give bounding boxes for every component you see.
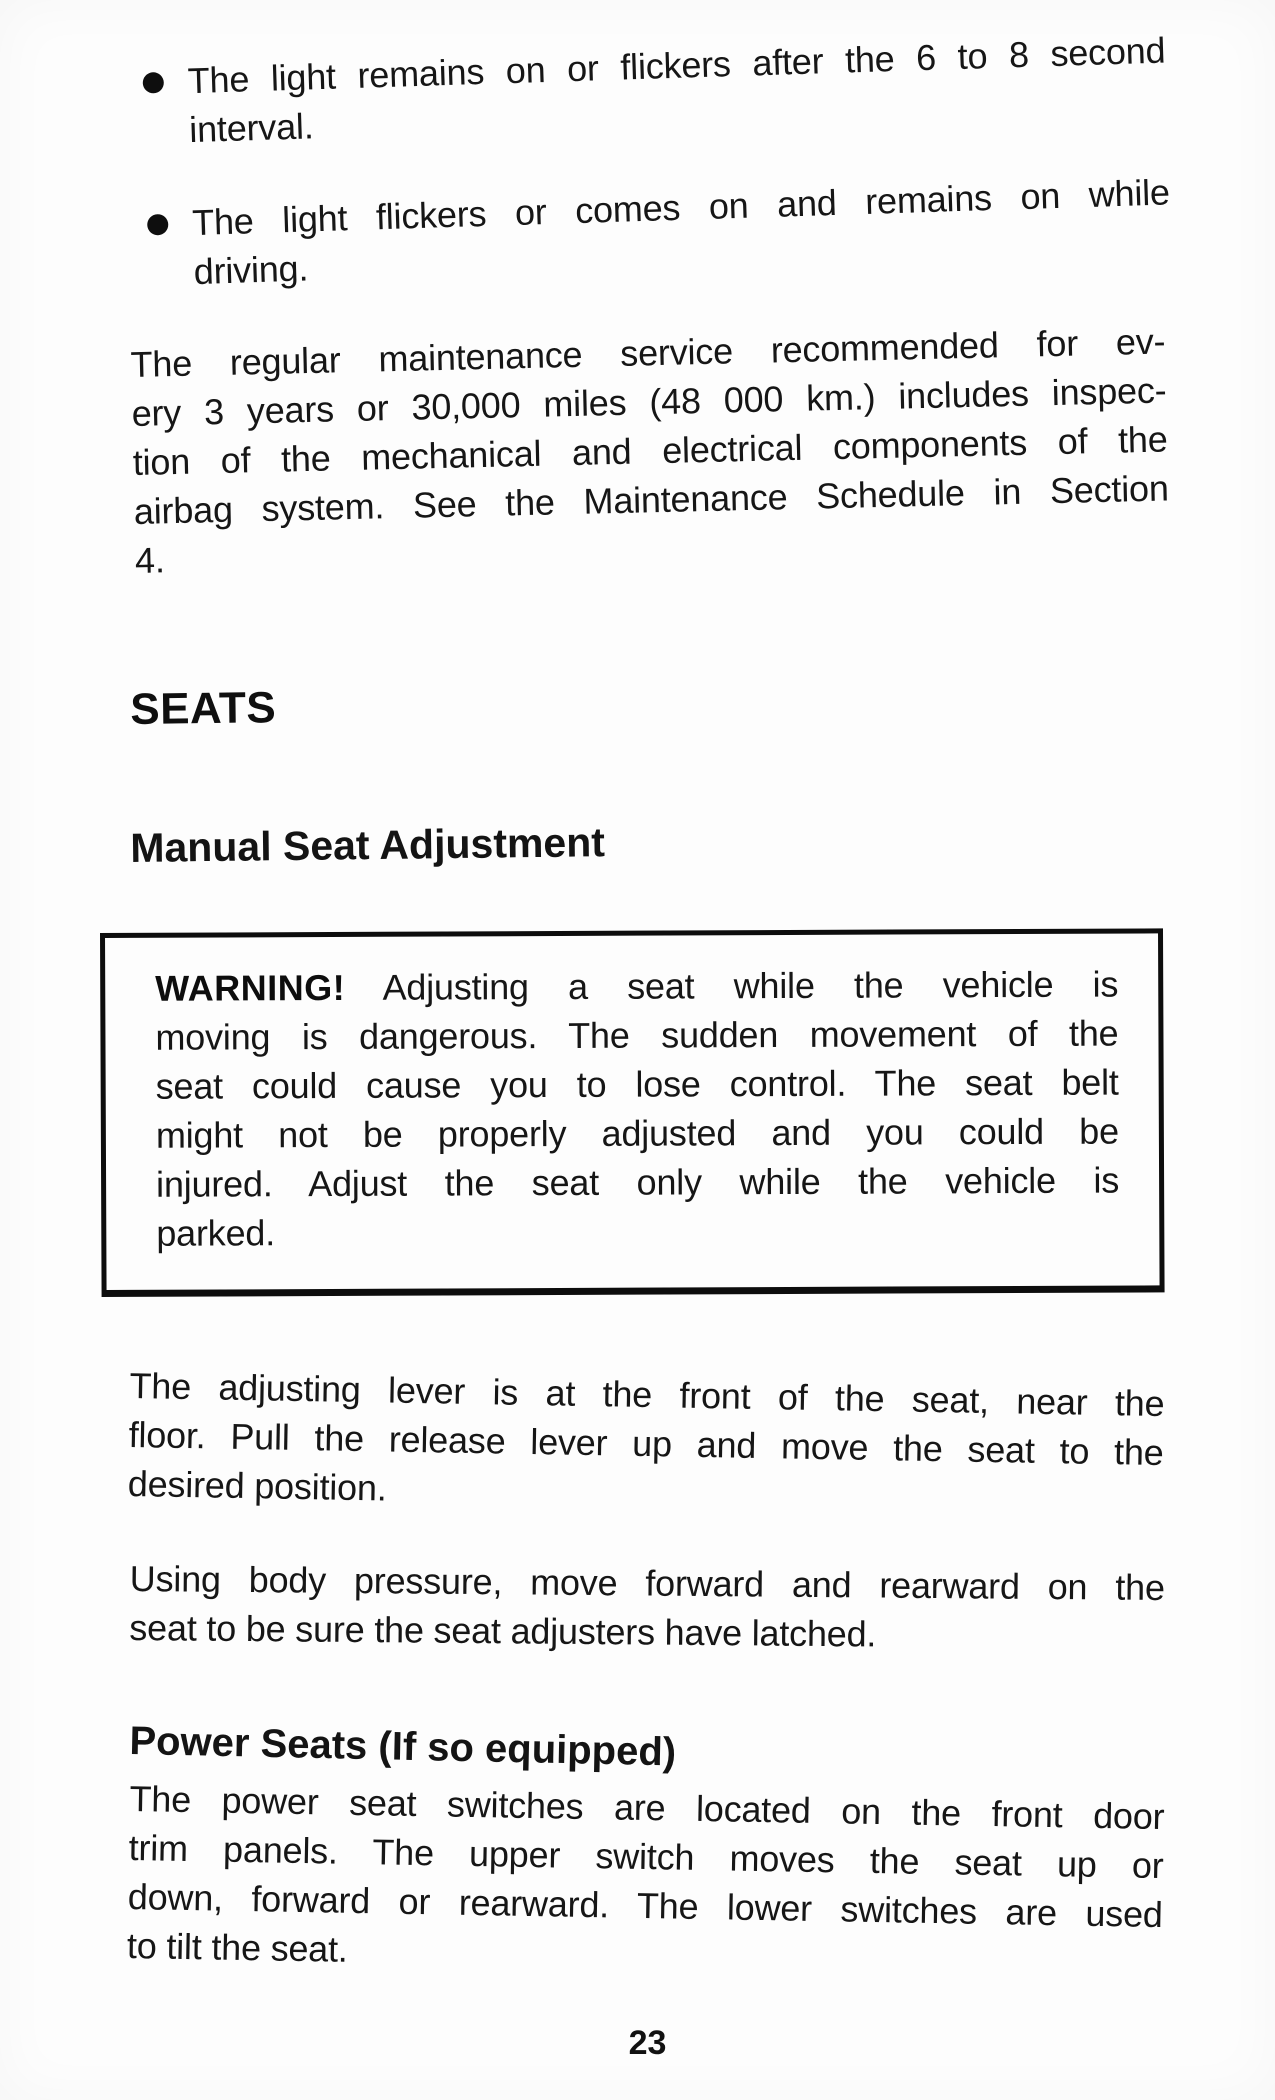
text-line: seat could cause you to lose control. The seat belt xyxy=(155,1061,1119,1107)
text-line: injured. Adjust the seat only while the vehicle is xyxy=(156,1159,1120,1205)
list-item xyxy=(130,25,1168,155)
warning-body xyxy=(155,1009,1119,1258)
text-line: desired position. xyxy=(127,1462,387,1509)
power-seats-heading: Power Seats (If so equipped) xyxy=(129,1718,677,1775)
text-line: The light remains on or flickers after the 6 to 8 second xyxy=(187,29,1166,102)
text-line: airbag system. See the Maintenance Schedule in Section xyxy=(133,467,1170,532)
text-line: 4. xyxy=(134,539,166,581)
text-line: seat to be sure the seat adjusters have latched. xyxy=(129,1606,877,1655)
text-line: might not be properly adjusted and you could be xyxy=(155,1110,1119,1156)
power-seats-paragraph xyxy=(127,1774,1165,1988)
seats-section-heading: SEATS xyxy=(130,683,277,734)
bullet-text xyxy=(187,25,1168,154)
warning-first-line-text: Adjusting a seat while the vehicle is xyxy=(382,963,1119,1008)
manual-seat-adjustment-heading: Manual Seat Adjustment xyxy=(130,819,606,871)
page-content xyxy=(126,0,1171,2063)
page-number: 23 xyxy=(628,2024,667,2062)
text-line: The power seat switches are located on the front door xyxy=(129,1777,1165,1838)
text-line: down, forward or rearward. The lower switches are used xyxy=(127,1875,1164,1936)
warning-first-line xyxy=(155,960,1118,1013)
bullet-icon xyxy=(142,72,164,94)
text-line: interval. xyxy=(188,105,315,151)
bullet-text xyxy=(191,167,1172,296)
list-item xyxy=(134,167,1172,297)
text-line: moving is dangerous. The sudden movement of the xyxy=(155,1012,1119,1058)
adjusting-lever-paragraph xyxy=(127,1361,1164,1526)
text-line: driving. xyxy=(193,247,309,293)
text-line: floor. Pull the release lever up and move the seat to the xyxy=(128,1413,1164,1474)
text-line: trim panels. The upper switch moves the seat up or xyxy=(128,1826,1164,1887)
text-line: The light flickers or comes on and remains on while xyxy=(191,171,1171,244)
text-line: The adjusting lever is at the front of the seat, near the xyxy=(129,1364,1165,1425)
text-line: to tilt the seat. xyxy=(126,1924,349,1970)
text-line: parked. xyxy=(156,1212,276,1254)
warning-light-bullet-list xyxy=(130,25,1172,297)
maintenance-paragraph xyxy=(130,317,1170,585)
text-line: Using body pressure, move forward and rearward on the xyxy=(129,1557,1165,1609)
warning-box xyxy=(100,928,1165,1297)
warning-label: WARNING! xyxy=(155,966,346,1009)
text-line: tion of the mechanical and electrical components of the xyxy=(132,418,1168,483)
text-line: ery 3 years or 30,000 miles (48 000 km.) includes inspec- xyxy=(131,369,1167,434)
text-line: The regular maintenance service recommended for ev- xyxy=(130,320,1166,385)
body-pressure-paragraph xyxy=(129,1554,1165,1661)
bullet-icon xyxy=(147,214,169,236)
